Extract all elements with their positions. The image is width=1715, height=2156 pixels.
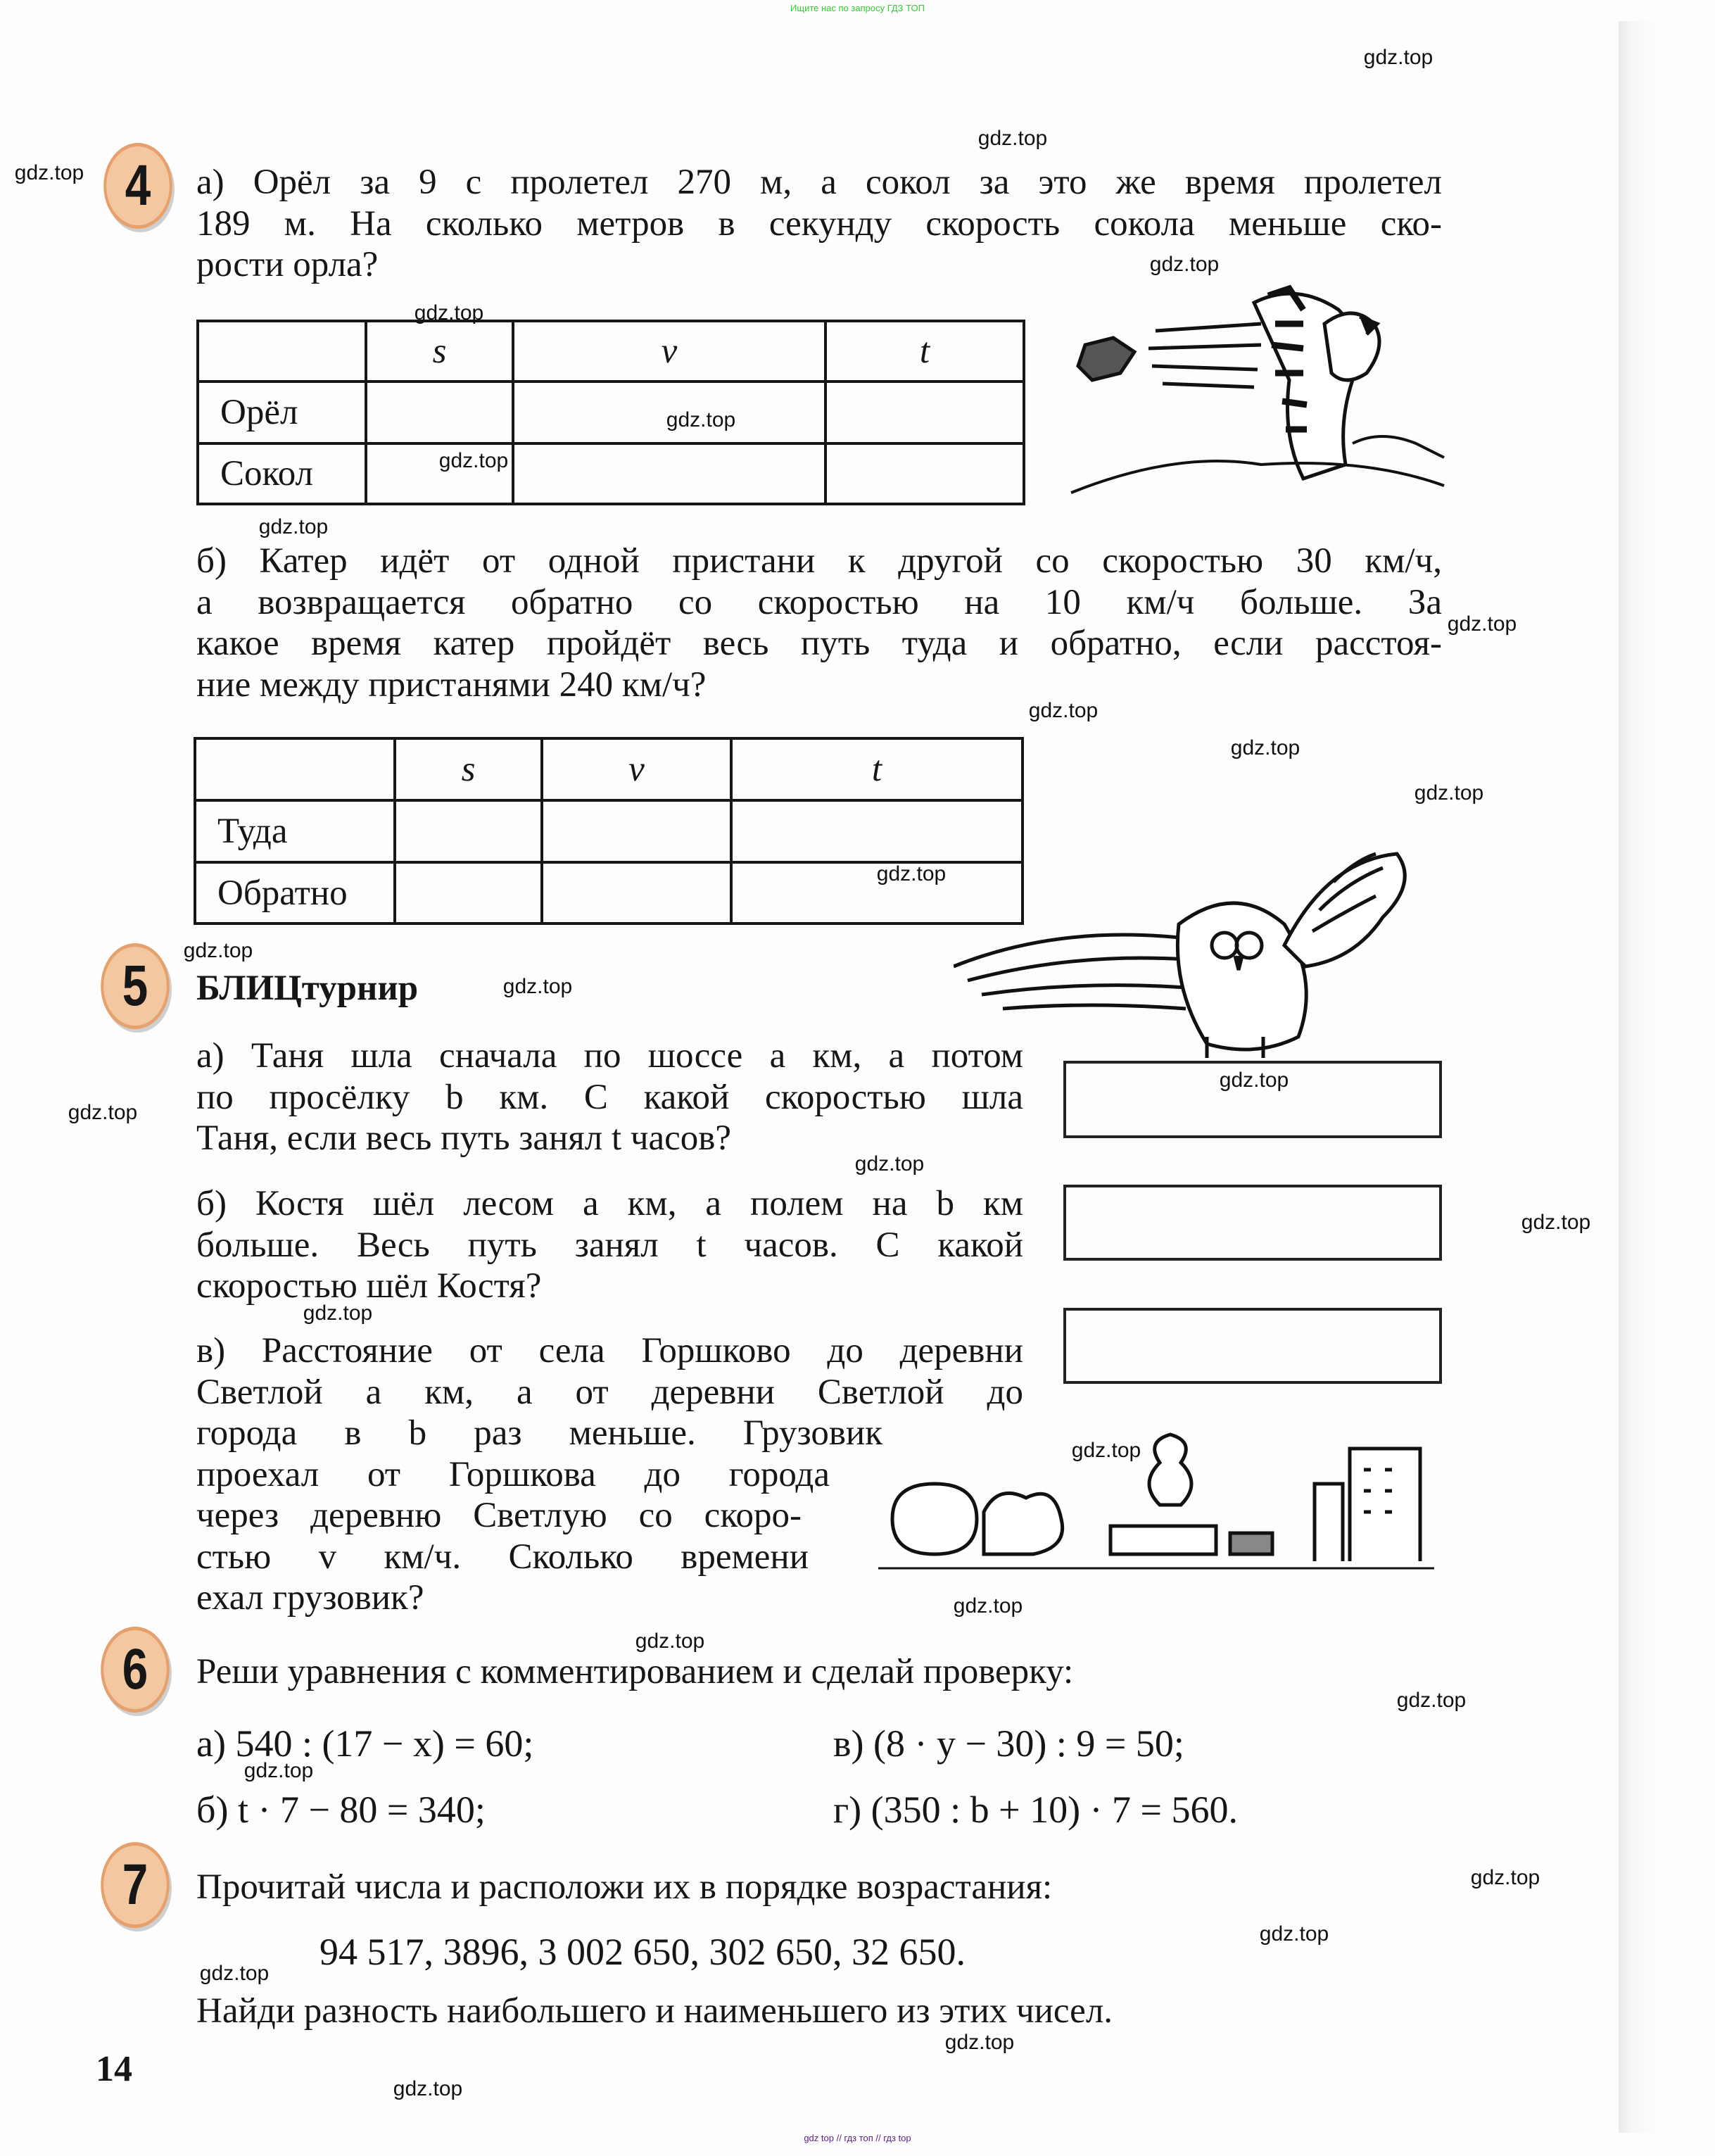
watermark: gdz.top [1447,612,1517,636]
watermark: gdz.top [1363,46,1434,69]
watermark: gdz.top [1521,1211,1591,1234]
task-6-number-badge: 6 [101,1627,170,1713]
task-5-number-badge: 5 [101,943,170,1029]
watermark: gdz.top [1470,1866,1540,1889]
task-4a-text [196,162,1442,286]
page-edge-shadow [1619,21,1715,2133]
watermark: gdz.top [876,862,947,885]
watermark: gdz.top [258,515,329,538]
watermark: gdz.top [1396,1689,1467,1712]
table-header-empty [198,321,366,382]
equation-a: а) 540 : (17 − x) = 60; [196,1722,534,1765]
cell[interactable] [825,443,1024,504]
watermark: gdz.top [183,939,253,962]
table-header-v: v [513,321,825,382]
watermark: gdz.top [635,1629,705,1653]
cell[interactable] [513,443,825,504]
watermark: gdz.top [977,127,1048,150]
text-line: стью v км/ч. Сколько времени [196,1537,809,1577]
text-line: города в b раз меньше. Грузовик [196,1413,882,1453]
village-truck-city-illustration [878,1427,1434,1596]
task-4b-text [196,541,1442,705]
task-7-numbers: 94 517, 3896, 3 002 650, 302 650, 32 650. [319,1931,966,1973]
watermark: gdz.top [243,1759,314,1782]
task-5a-text [196,1035,1023,1159]
table-there-back [194,737,1024,925]
task-4-number-badge: 4 [103,143,172,229]
watermark: gdz.top [1259,1922,1329,1946]
answer-box-5v[interactable] [1063,1308,1442,1384]
text-line: в) Расстояние от села Горшково до деревни [196,1331,1023,1370]
cell[interactable] [395,800,542,862]
text-line: через деревню Светлую со скоро- [196,1496,802,1535]
cell[interactable] [366,382,513,443]
watermark: gdz.top [1414,781,1484,805]
text-line: а возвращается обратно со скоростью на 10 км/ч больше. За [196,582,1442,622]
table-header-empty [195,738,395,800]
watermark: gdz.top [953,1594,1023,1618]
owl-illustration [954,840,1450,1065]
cell[interactable] [395,862,542,923]
watermark: gdz.top [1219,1068,1289,1092]
table-header-t: t [825,321,1024,382]
watermark: gdz.top [1071,1439,1141,1462]
watermark: gdz.top [944,2031,1015,2054]
equation-g: г) (350 : b + 10) · 7 = 560. [833,1789,1238,1831]
text-line: больше. Весь путь занял t часов. С какой [196,1225,1023,1265]
eagle-falcon-illustration [1029,282,1458,510]
text-line: б) Катер идёт от одной пристани к другой со скоростью 30 км/ч, [196,541,1442,581]
watermark: gdz.top [438,449,509,472]
footer-note: gdz top // гдз топ // гдз top [804,2133,911,2143]
row-label-eagle: Орёл [198,382,366,443]
watermark: gdz.top [199,1962,270,1985]
row-label-there: Туда [195,800,395,862]
equation-v: в) (8 · y − 30) : 9 = 50; [833,1722,1184,1765]
text-line: а) Орёл за 9 с пролетел 270 м, а сокол за это же время пролетел [196,163,1442,202]
text-line: скоростью шёл Костя? [196,1266,542,1306]
cell[interactable] [825,382,1024,443]
cell[interactable] [542,800,731,862]
text-line: а) Таня шла сначала по шоссе a км, а потом [196,1036,1023,1076]
cell[interactable] [542,862,731,923]
watermark: gdz.top [1149,253,1220,276]
watermark: gdz.top [1230,736,1301,759]
watermark: gdz.top [393,2077,463,2100]
table-header-s: s [395,738,542,800]
text-line: какое время катер пройдёт весь путь туда и обратно, если расстоя- [196,624,1442,663]
row-label-falcon: Сокол [198,443,366,504]
watermark: gdz.top [666,408,736,431]
page-number: 14 [96,2049,132,2089]
watermark: gdz.top [414,301,484,324]
task-7-instruction: Прочитай числа и расположи их в порядке возрастания: [196,1867,1053,1907]
task-7-question: Найди разность наибольшего и наименьшего из этих чисел. [196,1991,1113,2031]
watermark: gdz.top [854,1152,925,1175]
text-line: Светлой a км, а от деревни Светлой до [196,1372,1023,1412]
watermark: gdz.top [68,1101,138,1124]
text-line: по просёлку b км. С какой скоростью шла [196,1077,1023,1117]
watermark: gdz.top [303,1301,373,1325]
task-6-instruction: Реши уравнения с комментированием и сделай проверку: [196,1652,1074,1691]
blitz-tournament-title: БЛИЦтурнир [196,969,419,1008]
text-line: 189 м. На сколько метров в секунду скорость сокола меньше ско- [196,203,1442,244]
answer-box-5b[interactable] [1063,1185,1442,1261]
text-line: ехал грузовик? [196,1578,424,1618]
table-header-v: v [542,738,731,800]
header-note: Ищите нас по запросу ГДЗ ТОП [790,3,925,13]
text-line: б) Костя шёл лесом a км, а полем на b км [196,1184,1023,1223]
task-5b-text [196,1183,1023,1307]
table-header-s: s [366,321,513,382]
table-header-t: t [731,738,1023,800]
watermark: gdz.top [502,975,573,998]
text-line: ние между пристанями 240 км/ч? [196,664,707,705]
text-line: рости орла? [196,245,379,284]
text-line: Таня, если весь путь занял t часов? [196,1118,732,1158]
equation-b: б) t · 7 − 80 = 340; [196,1789,486,1831]
table-eagle-falcon [196,320,1025,505]
row-label-back: Обратно [195,862,395,923]
task-7-number-badge: 7 [101,1842,170,1928]
watermark: gdz.top [1028,699,1099,722]
text-line: проехал от Горшкова до города [196,1454,830,1494]
watermark: gdz.top [14,161,84,184]
